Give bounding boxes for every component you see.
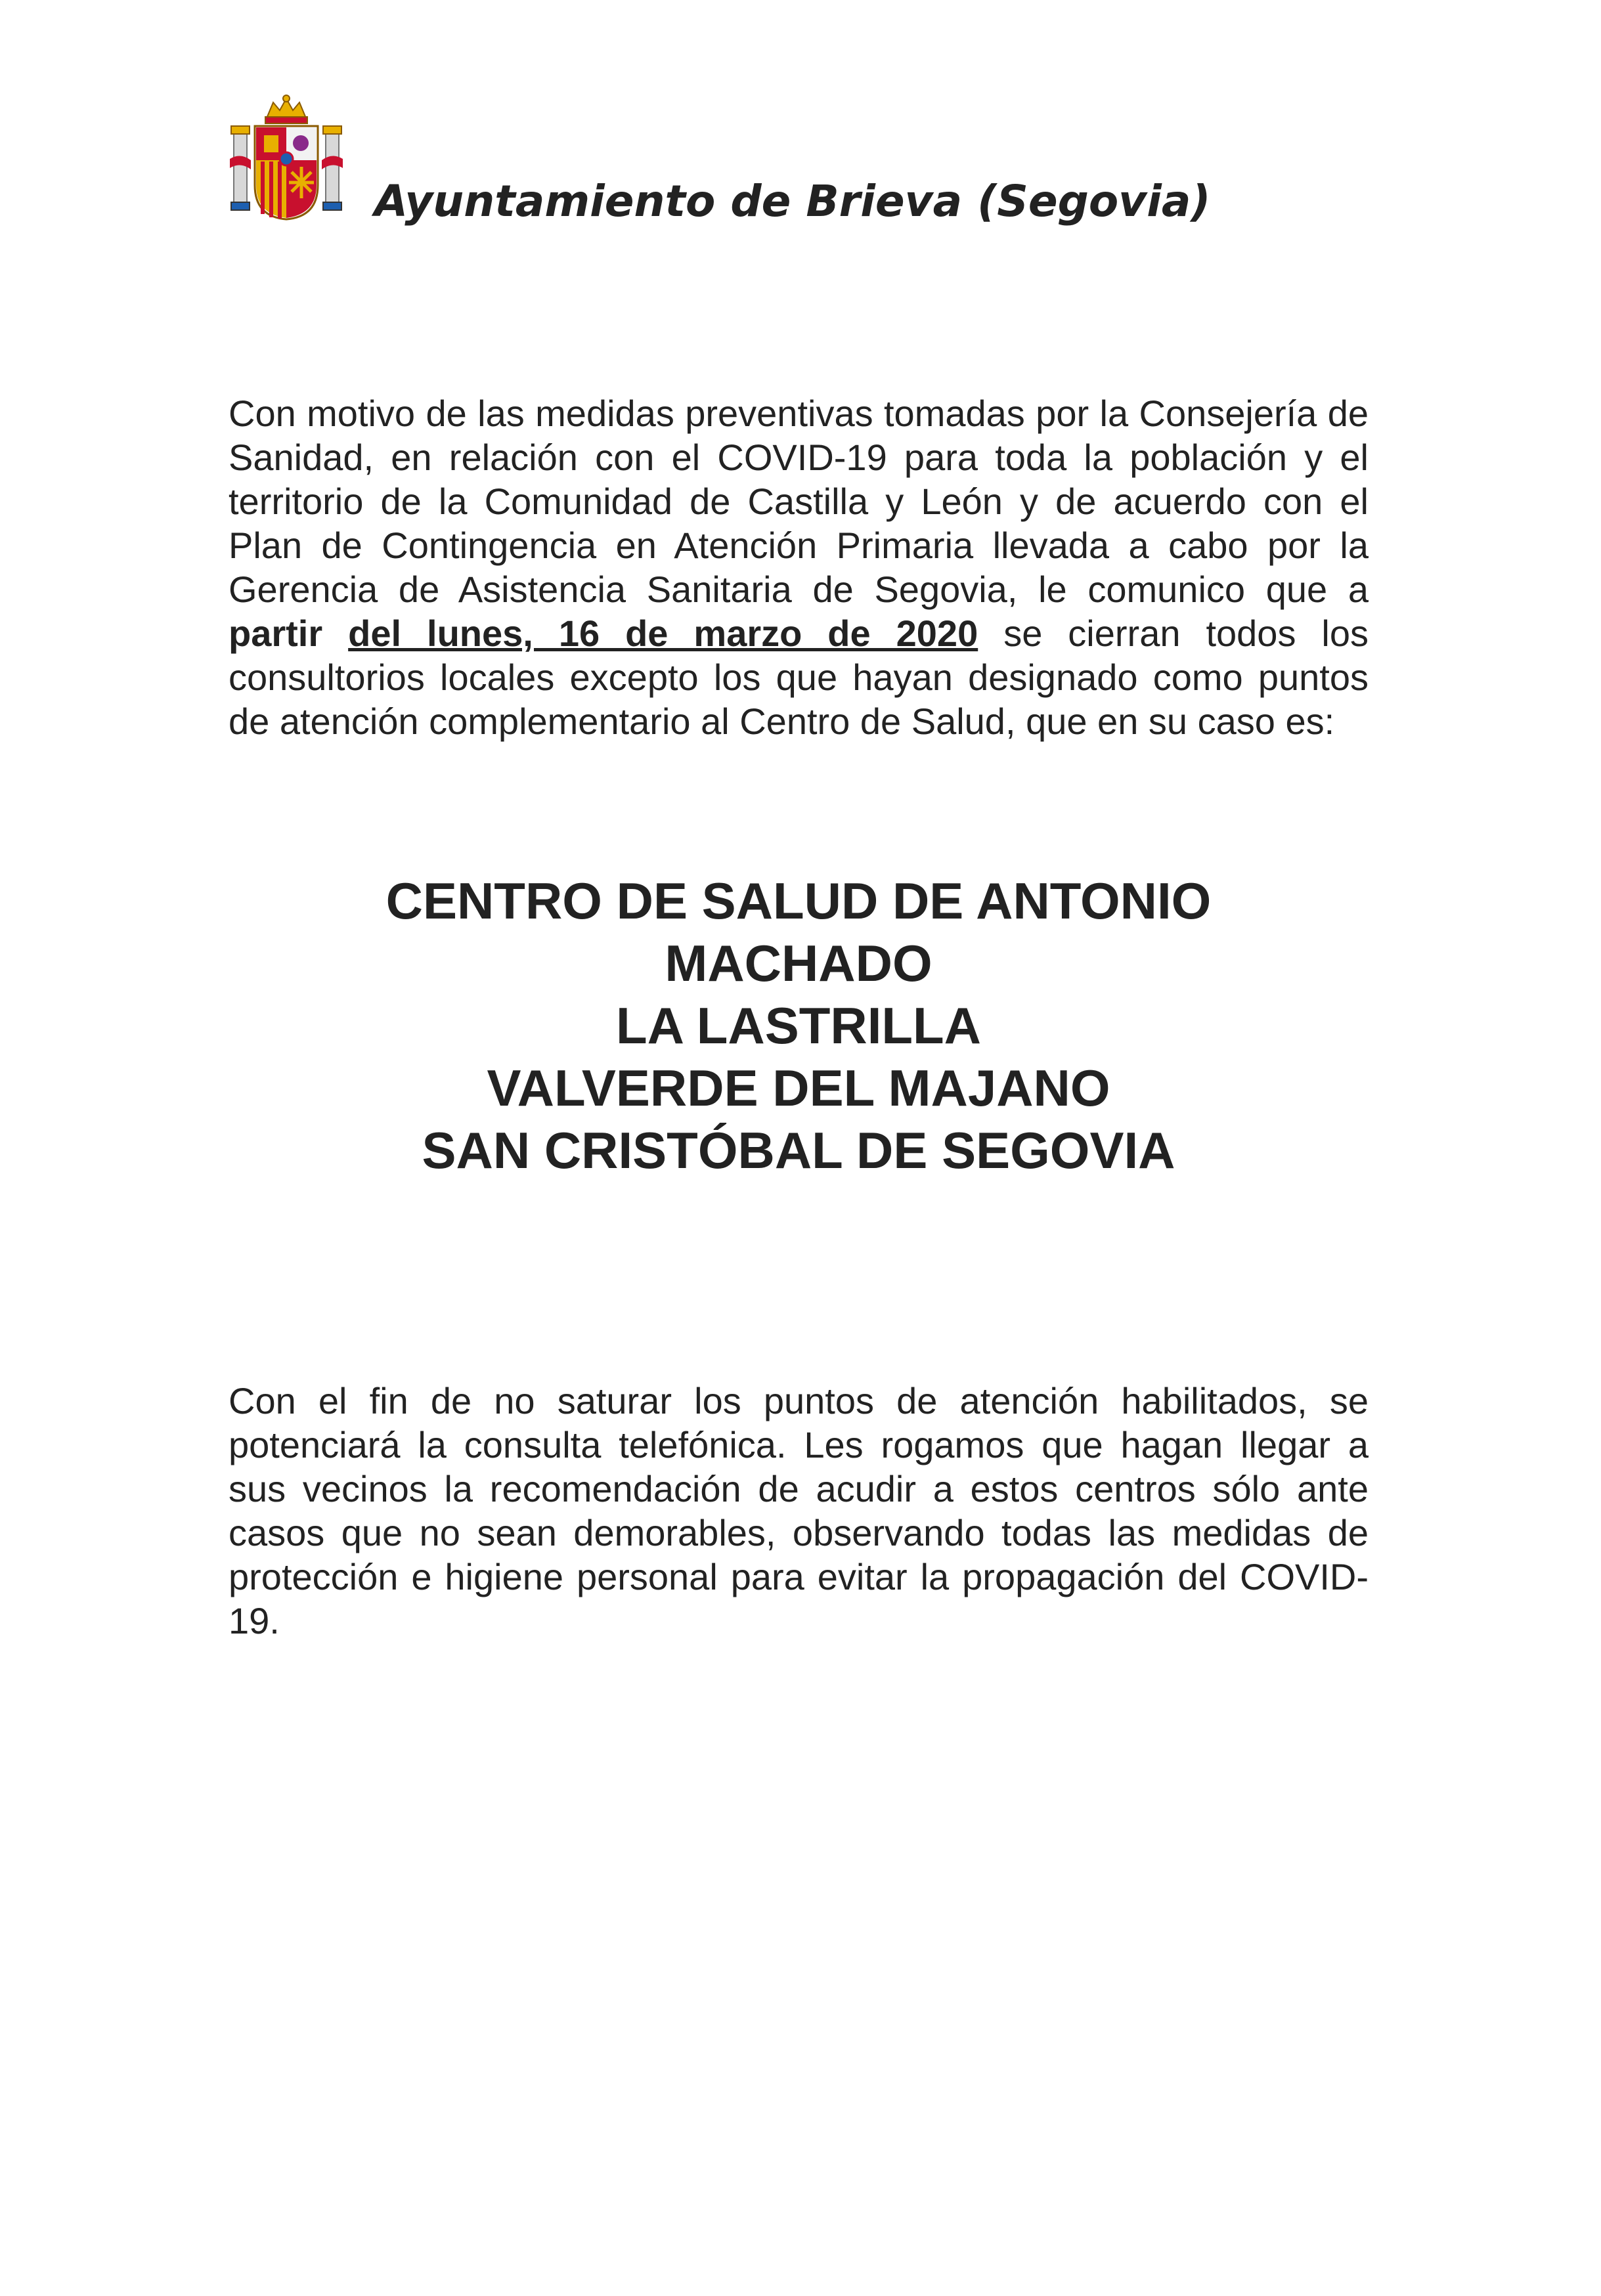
center-line: LA LASTRILLA — [615, 997, 982, 1054]
notice-paragraph-1-intro: Con motivo de las medidas preventivas tomadas por la Consejería de Sanidad, en relación con el COVID-19 para toda la población y el territorio de la Comunidad de Castilla y León y de acuerdo con el Plan de Contingencia en Atención Primaria llevada a cabo por la Gerencia de Asistencia Sanitaria de Segovia, le comunico que a — [229, 393, 1369, 610]
center-line: SAN CRISTÓBAL DE SEGOVIA — [422, 1121, 1175, 1179]
center-line: VALVERDE DEL MAJANO — [487, 1059, 1110, 1117]
center-line: CENTRO DE SALUD DE ANTONIO — [385, 872, 1212, 930]
municipality-title: Ayuntamiento de Brieva (Segovia) — [374, 176, 1211, 227]
notice-paragraph-2: Con el fin de no saturar los puntos de atención habilitados, se potenciará la consulta telefónica. Les rogamos que hagan llegar a sus vecinos la recomendación de acudir a estos centros sólo ante casos que no sean demorables, observando todas las medidas de protección e higiene personal para evitar la propagación del COVID-19. — [229, 1380, 1369, 1641]
spain-coat-of-arms-icon — [229, 93, 344, 222]
notice-paragraph-1-bold: partir — [229, 613, 323, 654]
center-line: MACHADO — [665, 934, 932, 992]
notice-paragraph-1-rest: se cierran todos los consultorios locales excepto los que hayan designado como puntos de atención complementario al Centro de Salud, que en su caso es: — [229, 613, 1369, 742]
health-centers-list — [229, 870, 1369, 1182]
closure-date: del lunes, 16 de marzo de 2020 — [348, 613, 978, 654]
notice-paragraph-1 — [229, 391, 1369, 743]
